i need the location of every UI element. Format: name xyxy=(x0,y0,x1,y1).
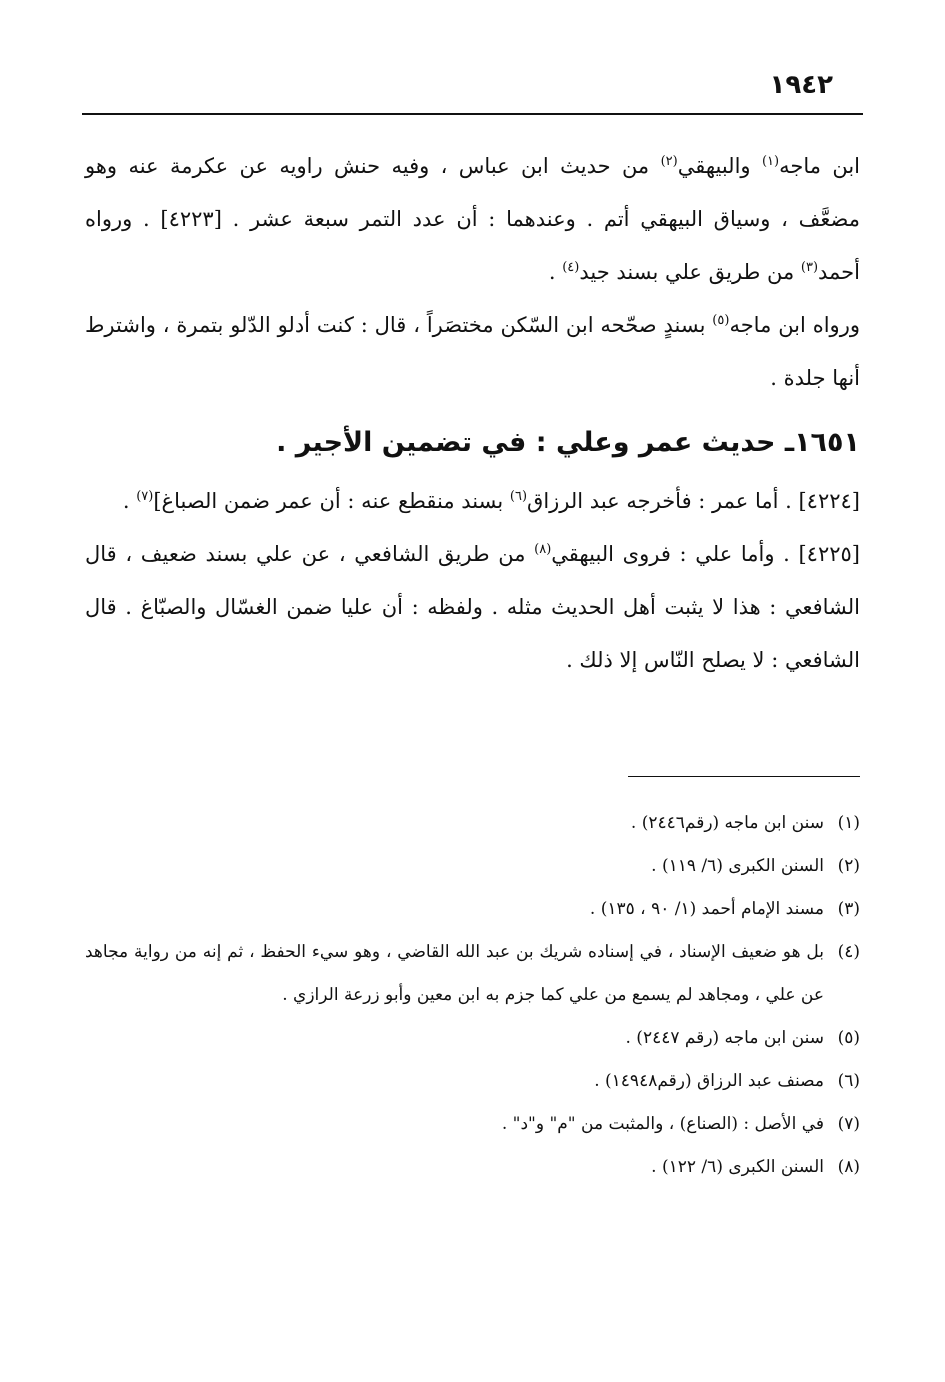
footnote-item xyxy=(85,1060,860,1103)
text-segment: . xyxy=(122,489,137,513)
footnote-number: (٨) xyxy=(837,1157,860,1177)
paragraph xyxy=(85,140,860,299)
footnote-number: (٦) xyxy=(837,1071,860,1091)
footnote-item xyxy=(85,845,860,888)
footnote-number: (٥) xyxy=(837,1028,860,1048)
main-text xyxy=(85,140,860,687)
footnote-item xyxy=(85,1103,860,1146)
paragraph xyxy=(85,475,860,528)
page-number: ١٩٤٢ xyxy=(769,70,833,100)
footnote-text: في الأصل : (الصناع) ، والمثبت من "م" و"د" . xyxy=(501,1114,824,1134)
text-segment: من طريق علي بسند جيد xyxy=(579,260,801,284)
header-rule xyxy=(82,113,863,115)
footnote-marker[interactable]: (٣) xyxy=(800,260,819,275)
text-segment: [٤٢٢٤] . أما عمر : فأخرجه عبد الرزاق xyxy=(527,489,860,513)
footnote-number: (١) xyxy=(837,813,860,833)
footnote-number: (٢) xyxy=(837,856,860,876)
footnote-rule xyxy=(628,776,860,777)
footnote-item xyxy=(85,802,860,845)
footnote-marker[interactable]: (٨) xyxy=(534,542,552,557)
footnote-marker[interactable]: (١) xyxy=(761,154,780,169)
text-segment: من حديث ابن عباس ، وفيه حنش راويه عن عكرمة عنه وهو مضعَّف ، وسياق البيهقي أتم . وعندهما : أن عدد التمر سبعة عشر . [٤٢٢٣] . ورواه أحمد xyxy=(85,154,861,284)
text-segment: من طريق الشافعي ، عن علي بسند ضعيف ، قال الشافعي : هذا لا يثبت أهل الحديث مثله . ولفظه : أن عليا ضمن الغسّال والصبّاغ . قال الشافعي : لا يصلح النّاس إلا ذلك . xyxy=(85,542,860,672)
footnote-number: (٧) xyxy=(837,1114,860,1134)
footnote-item xyxy=(85,1146,860,1189)
footnote-item xyxy=(85,1017,860,1060)
text-segment: ابن ماجه xyxy=(779,154,861,178)
footnote-text: السنن الكبرى (٦/ ١١٩) . xyxy=(651,856,824,876)
footnote-marker[interactable]: (٦) xyxy=(509,489,528,504)
text-segment: والبيهقي xyxy=(677,154,762,178)
footnote-text: سنن ابن ماجه (رقم ٢٤٤٧) . xyxy=(625,1028,824,1048)
footnote-item xyxy=(85,888,860,931)
footnote-marker[interactable]: (٧) xyxy=(136,489,154,504)
paragraph xyxy=(85,299,860,405)
footnote-text: سنن ابن ماجه (رقم٢٤٤٦) . xyxy=(630,813,824,833)
footnote-item xyxy=(85,931,860,1017)
intro-paragraphs xyxy=(85,140,860,405)
section-paragraphs xyxy=(85,475,860,687)
footnotes-list xyxy=(85,802,860,1189)
footnote-marker[interactable]: (٢) xyxy=(660,154,678,169)
footnote-text: مسند الإمام أحمد (١/ ٩٠ ، ١٣٥) . xyxy=(589,899,824,919)
footnote-marker[interactable]: (٤) xyxy=(562,260,580,275)
text-segment: [٤٢٢٥] . وأما علي : فروى البيهقي xyxy=(551,542,860,566)
footnote-text: السنن الكبرى (٦/ ١٢٢) . xyxy=(651,1157,824,1177)
text-segment: . xyxy=(548,260,563,284)
footnote-marker[interactable]: (٥) xyxy=(712,313,730,328)
footnote-text: مصنف عبد الرزاق (رقم١٤٩٤٨) . xyxy=(594,1071,824,1091)
footnote-number: (٤) xyxy=(837,942,860,962)
footnote-text: بل هو ضعيف الإسناد ، في إسناده شريك بن عبد الله القاضي ، وهو سيء الحفظ ، ثم إنه من رواية مجاهد عن علي ، ومجاهد لم يسمع من علي كما جزم به ابن معين وأبو زرعة الرازي . xyxy=(85,942,824,1005)
section-heading: ١٦٥١ـ حديث عمر وعلي : في تضمين الأجير . xyxy=(276,427,860,458)
paragraph xyxy=(85,528,860,687)
text-segment: بسند منقطع عنه : أن عمر ضمن الصباغ] xyxy=(153,489,510,513)
text-segment: ورواه ابن ماجه xyxy=(729,313,860,337)
text-segment: بسندٍ صحّحه ابن السّكن مختصَراً ، قال : كنت أدلو الدّلو بتمرة ، واشترط أنها جلدة . xyxy=(85,313,860,390)
footnote-number: (٣) xyxy=(837,899,860,919)
